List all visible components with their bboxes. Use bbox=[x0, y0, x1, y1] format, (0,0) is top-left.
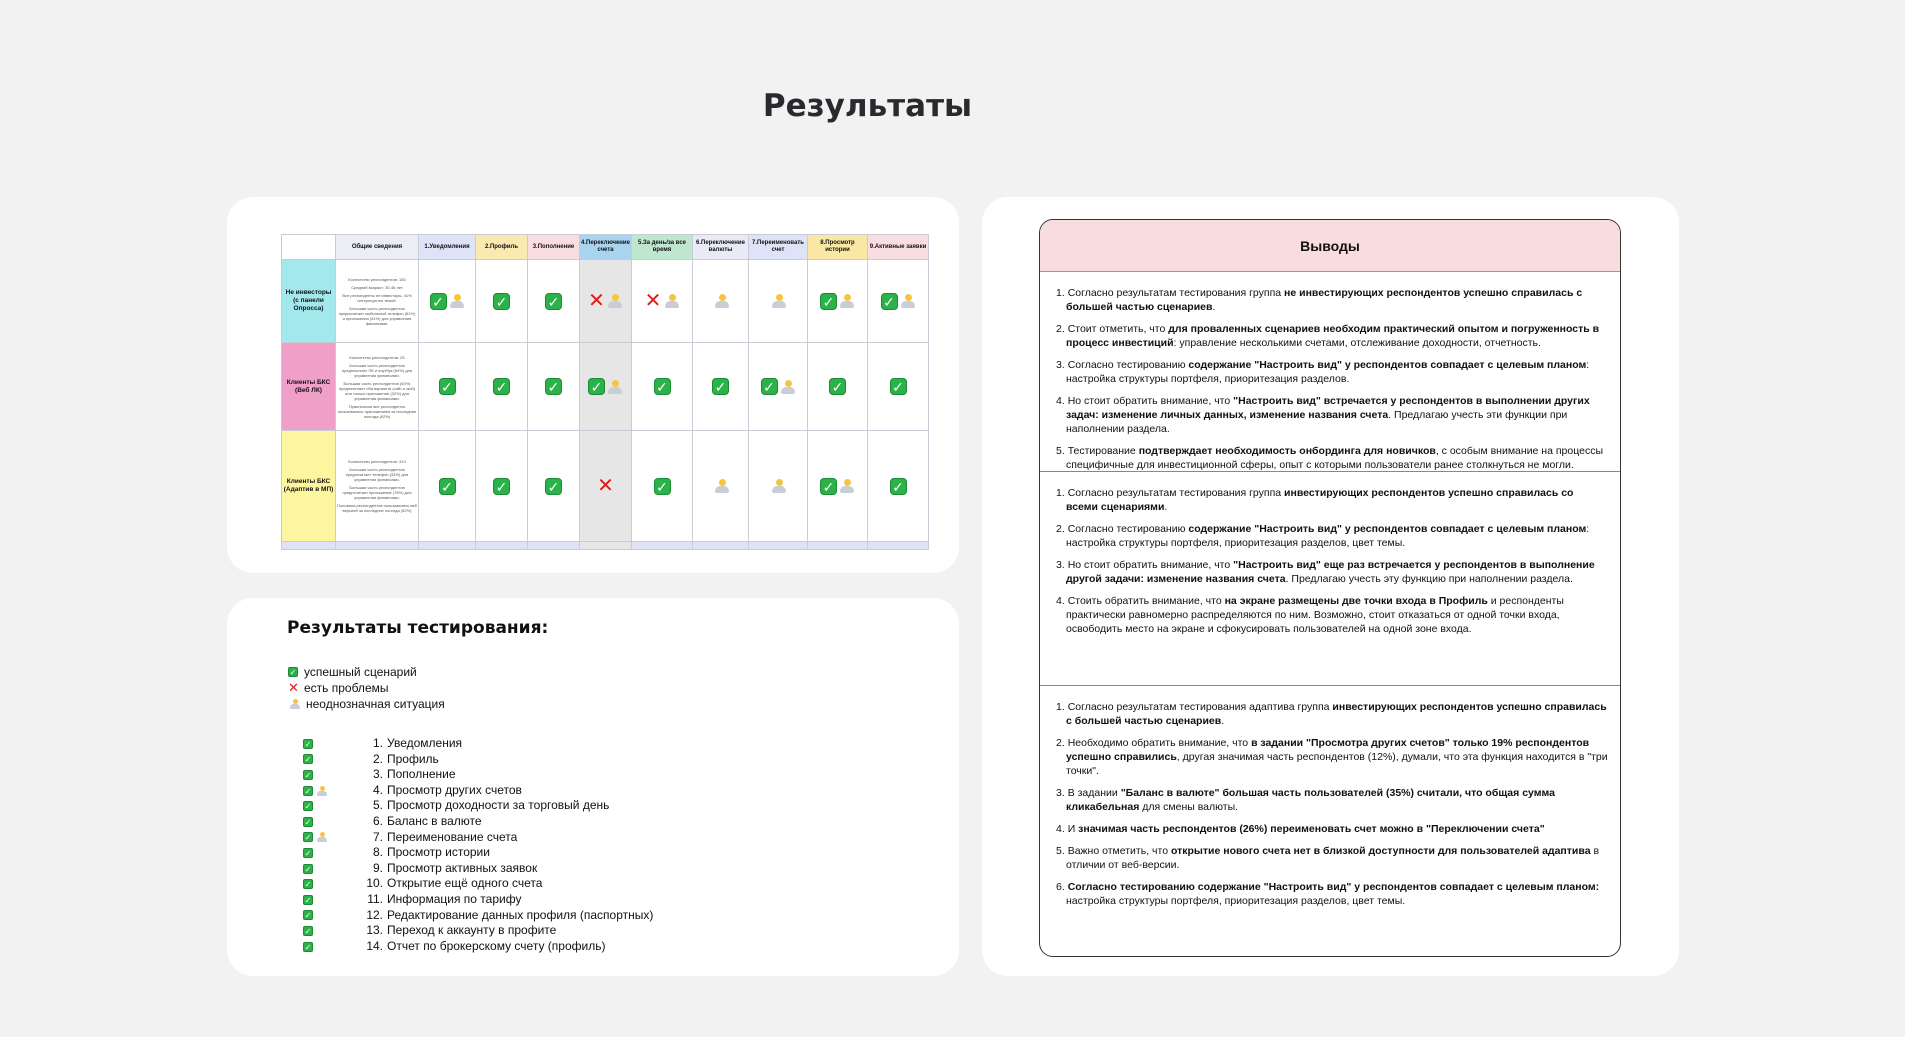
check-icon: ✓ bbox=[304, 802, 312, 812]
conclusion-item bbox=[1052, 822, 1608, 836]
check-icon: ✓ bbox=[493, 478, 510, 495]
scenario-label: Уведомления bbox=[387, 736, 463, 750]
conclusion-emphasis: инвестирующих респондентов успешно справилась со всеми сценариями bbox=[1066, 487, 1574, 513]
conclusions-section bbox=[1040, 686, 1620, 918]
check-icon: ✓ bbox=[304, 833, 312, 843]
cross-icon: ✕ bbox=[644, 289, 662, 312]
scenario-label: Открытие ещё одного счета bbox=[387, 876, 543, 891]
conclusion-item bbox=[1052, 736, 1608, 778]
check-icon: ✓ bbox=[439, 378, 456, 395]
info-line: Большая часть респондентов (40%) предпочитают оба варианта (сайт и моб) или только приложение (32%) для управления финансами. bbox=[338, 380, 416, 401]
scenario-item bbox=[303, 923, 653, 939]
status-cell bbox=[808, 260, 868, 343]
status-cell bbox=[632, 343, 693, 431]
conclusion-item bbox=[1052, 558, 1608, 586]
status-cell bbox=[693, 431, 749, 542]
conclusion-text: , с особым внимание на процессы специфичные для инвестиционной сферы, опыт с которыми пользователи ранее столкнуться не могли. bbox=[1066, 445, 1604, 471]
status-cell bbox=[419, 260, 476, 343]
scenario-item bbox=[303, 767, 653, 783]
conclusions-title: Выводы bbox=[1040, 220, 1620, 272]
conclusion-item bbox=[1052, 486, 1608, 514]
conclusion-number: 3. bbox=[1056, 787, 1068, 799]
legend-item bbox=[288, 680, 445, 696]
column-header: 8.Просмотр истории bbox=[808, 235, 868, 260]
info-line: Все респонденты не инвесторы, 41% интересуются темой. bbox=[342, 292, 412, 303]
conclusion-text: Стоит отметить, что bbox=[1067, 323, 1169, 335]
conclusion-text: для смены валюты. bbox=[1139, 801, 1239, 813]
legend-label: неоднозначная ситуация bbox=[306, 697, 445, 711]
scenario-item bbox=[303, 939, 653, 955]
legend bbox=[288, 664, 445, 712]
scenario-status bbox=[303, 770, 337, 780]
footer-cell bbox=[528, 542, 580, 550]
check-icon: ✓ bbox=[304, 911, 312, 921]
column-header: 6.Переключение валюты bbox=[693, 235, 749, 260]
status-cell bbox=[419, 431, 476, 542]
status-cell bbox=[476, 431, 528, 542]
scenario-number: 1. bbox=[372, 736, 383, 750]
check-icon: ✓ bbox=[304, 895, 312, 905]
scenario-item bbox=[303, 892, 653, 908]
status-cell bbox=[528, 343, 580, 431]
info-line: Большая часть респондентов предпочитает ПК и ноутбук (64%) для управления финансами. bbox=[341, 362, 413, 378]
scenario-label: Переход к аккаунту в профите bbox=[387, 923, 557, 938]
row-general-info bbox=[336, 431, 419, 542]
scenario-status bbox=[303, 848, 337, 858]
row-general-info bbox=[336, 260, 419, 343]
scenario-status bbox=[303, 910, 337, 920]
check-icon: ✓ bbox=[654, 378, 671, 395]
scenario-item bbox=[303, 736, 653, 752]
status-cell bbox=[419, 343, 476, 431]
info-line: Количество респондентов: 150 bbox=[348, 276, 406, 282]
conclusions-card bbox=[982, 197, 1679, 976]
scenario-label: Редактирование данных профиля (паспортных) bbox=[387, 907, 654, 922]
conclusion-emphasis: в задании "Просмотра других счетов" только 19% респондентов успешно справились bbox=[1066, 737, 1590, 763]
scenario-status bbox=[303, 879, 337, 889]
scenario-number: 5. bbox=[372, 798, 383, 813]
check-icon: ✓ bbox=[304, 755, 312, 765]
scenario-item bbox=[303, 783, 653, 799]
conclusion-text: В задании bbox=[1067, 787, 1121, 799]
cross-icon: ✕ bbox=[597, 474, 614, 497]
check-icon: ✓ bbox=[545, 478, 562, 495]
status-cell bbox=[749, 431, 808, 542]
scenario-item bbox=[303, 908, 653, 924]
status-cell bbox=[868, 431, 929, 542]
conclusion-text: Тестирование bbox=[1067, 445, 1139, 457]
conclusion-text: . bbox=[1212, 301, 1216, 313]
conclusion-emphasis: открытие нового счета нет в близкой доступности для пользователей адаптива bbox=[1170, 845, 1591, 857]
scenario-status bbox=[303, 926, 337, 936]
cross-icon: ✕ bbox=[588, 289, 605, 312]
scenario-item bbox=[303, 798, 653, 814]
status-cell bbox=[476, 343, 528, 431]
scenario-item bbox=[303, 830, 653, 846]
scenario-item bbox=[303, 814, 653, 830]
footer-cell bbox=[476, 542, 528, 550]
conclusion-item bbox=[1052, 394, 1608, 436]
conclusion-text: . Предлагаю учесть эти функции при наполнении раздела. bbox=[1066, 409, 1568, 435]
info-line: Большая часть респондентов предпочитает мобильный телефон (51%) и приложения (41%) для управления финансами. bbox=[338, 305, 416, 326]
shrug-icon bbox=[771, 293, 787, 309]
table-row bbox=[282, 260, 929, 343]
scenario-status bbox=[303, 832, 337, 842]
scenario-number: 14. bbox=[366, 938, 383, 953]
conclusion-text: : настройка структуры портфеля, приоритезация разделов, цвет темы. bbox=[1066, 523, 1590, 549]
check-icon: ✓ bbox=[304, 786, 312, 796]
scenario-number: 6. bbox=[372, 813, 383, 828]
scenario-item bbox=[303, 752, 653, 768]
scenario-status bbox=[303, 817, 337, 827]
conclusions-box bbox=[1039, 219, 1621, 957]
scenario-number: 4. bbox=[372, 782, 383, 797]
column-header: 4.Переключение счета bbox=[580, 235, 632, 260]
shrug-icon bbox=[449, 293, 465, 309]
scenario-item bbox=[303, 876, 653, 892]
scenario-label: Информация по тарифу bbox=[387, 891, 522, 906]
shrug-icon bbox=[839, 478, 855, 494]
conclusion-text: Но стоит обратить внимание, что bbox=[1067, 559, 1234, 571]
check-icon: ✓ bbox=[829, 378, 846, 395]
column-header: Общие сведения bbox=[336, 235, 419, 260]
conclusion-item bbox=[1052, 880, 1608, 908]
conclusion-item bbox=[1052, 594, 1608, 636]
cross-icon: ✕ bbox=[288, 680, 299, 695]
check-icon: ✓ bbox=[304, 817, 312, 827]
test-results-card bbox=[227, 598, 959, 976]
table-row bbox=[282, 431, 929, 542]
check-icon: ✓ bbox=[289, 668, 297, 677]
scenario-label: Профиль bbox=[387, 751, 439, 766]
conclusion-item bbox=[1052, 786, 1608, 814]
check-icon: ✓ bbox=[545, 293, 562, 310]
scenario-number: 7. bbox=[372, 829, 383, 844]
conclusions-list bbox=[1052, 700, 1608, 908]
conclusion-text: И bbox=[1067, 823, 1079, 835]
check-icon: ✓ bbox=[820, 293, 837, 310]
conclusion-text: Но стоит обратить внимание, что bbox=[1067, 395, 1234, 407]
scenario-status bbox=[303, 739, 337, 749]
scenario-label: Просмотр истории bbox=[387, 845, 490, 860]
conclusion-item bbox=[1052, 358, 1608, 386]
footer-cell bbox=[808, 542, 868, 550]
scenario-number: 8. bbox=[372, 845, 383, 860]
row-label: Клиенты БКС (Адаптив в МП) bbox=[282, 431, 336, 542]
status-cell bbox=[580, 431, 632, 542]
check-icon: ✓ bbox=[588, 378, 605, 395]
conclusion-number: 4. bbox=[1056, 595, 1068, 607]
check-icon: ✓ bbox=[881, 293, 898, 310]
scenario-status bbox=[303, 786, 337, 796]
table-footer-row bbox=[282, 542, 929, 550]
conclusion-emphasis: на экране размещены две точки входа в Профиль bbox=[1224, 595, 1488, 607]
conclusion-item bbox=[1052, 322, 1608, 350]
conclusion-number: 5. bbox=[1056, 845, 1068, 857]
column-header: 7.Переименовать счет bbox=[749, 235, 808, 260]
check-icon: ✓ bbox=[654, 478, 671, 495]
conclusion-item bbox=[1052, 286, 1608, 314]
status-cell bbox=[528, 431, 580, 542]
info-line: Большая часть респондентов предпочитает приложение (76%) для управления финансами. bbox=[342, 485, 412, 500]
conclusion-text: в отличии от веб-версии. bbox=[1066, 845, 1600, 871]
info-line: Большая часть респондентов предпочитает телефон (33%) для управления финансами. bbox=[345, 467, 409, 482]
legend-item bbox=[288, 664, 445, 680]
footer-cell bbox=[580, 542, 632, 550]
shrug-icon bbox=[317, 832, 327, 842]
status-cell bbox=[868, 260, 929, 343]
legend-item bbox=[288, 696, 445, 712]
scenario-number: 2. bbox=[372, 751, 383, 766]
scenario-label: Отчет по брокерскому счету (профиль) bbox=[387, 938, 606, 953]
footer-cell bbox=[749, 542, 808, 550]
scenario-status bbox=[303, 754, 337, 764]
column-header: 5.За день/за все время bbox=[632, 235, 693, 260]
check-icon: ✓ bbox=[493, 378, 510, 395]
status-cell bbox=[749, 260, 808, 343]
conclusion-item bbox=[1052, 522, 1608, 550]
footer-cell bbox=[693, 542, 749, 550]
conclusion-text: Важно отметить, что bbox=[1067, 845, 1171, 857]
check-icon: ✓ bbox=[430, 293, 447, 310]
check-icon: ✓ bbox=[890, 378, 907, 395]
conclusion-text: . Предлагаю учесть эту функцию при наполнении раздела. bbox=[1285, 573, 1573, 585]
conclusion-emphasis: содержание "Настроить вид" у респондентов совпадает с целевым планом bbox=[1188, 359, 1587, 371]
scenario-number: 3. bbox=[372, 767, 383, 782]
shrug-icon bbox=[780, 379, 796, 395]
conclusion-emphasis: "Настроить вид" еще раз встречается у респондентов в выполнение другой задачи: изменение названия счета bbox=[1066, 559, 1595, 585]
check-icon: ✓ bbox=[304, 864, 312, 874]
scenario-item bbox=[303, 845, 653, 861]
check-icon: ✓ bbox=[439, 478, 456, 495]
conclusion-text: . bbox=[1164, 501, 1168, 513]
scenario-label: Пополнение bbox=[387, 767, 456, 782]
check-icon: ✓ bbox=[712, 378, 729, 395]
check-icon: ✓ bbox=[304, 880, 312, 890]
conclusion-emphasis: подтверждает необходимость онбординга для новичков bbox=[1138, 445, 1436, 457]
conclusion-number: 6. bbox=[1056, 881, 1068, 893]
conclusion-text: настройка структуры портфеля, приоритезация разделов, цвет темы. bbox=[1066, 895, 1406, 907]
conclusion-number: 2. bbox=[1056, 323, 1068, 335]
status-cell bbox=[808, 343, 868, 431]
scenario-list bbox=[303, 736, 653, 954]
scenario-number: 12. bbox=[366, 907, 383, 922]
conclusion-text: Согласно результатам тестирования адаптива группа bbox=[1067, 701, 1333, 713]
page-title: Результаты bbox=[762, 88, 973, 124]
column-header: 2.Профиль bbox=[476, 235, 528, 260]
conclusion-text: Согласно тестированию bbox=[1067, 359, 1189, 371]
shrug-icon bbox=[664, 293, 680, 309]
conclusion-number: 1. bbox=[1056, 487, 1068, 499]
check-icon: ✓ bbox=[304, 926, 312, 936]
scenario-label: Переименование счета bbox=[387, 829, 518, 844]
check-icon: ✓ bbox=[761, 378, 778, 395]
status-cell bbox=[580, 343, 632, 431]
conclusions-section bbox=[1040, 272, 1620, 472]
check-icon: ✓ bbox=[304, 739, 312, 749]
scenario-status bbox=[303, 895, 337, 905]
status-cell bbox=[868, 343, 929, 431]
conclusion-text: . bbox=[1221, 715, 1225, 727]
conclusions-list bbox=[1052, 486, 1608, 636]
check-icon: ✓ bbox=[545, 378, 562, 395]
conclusion-text: Необходимо обратить внимание, что bbox=[1067, 737, 1252, 749]
status-cell bbox=[528, 260, 580, 343]
shrug-icon bbox=[290, 699, 300, 709]
column-header: 3.Пополнение bbox=[528, 235, 580, 260]
info-line: Количество респондентов: 25 bbox=[349, 354, 405, 360]
status-cell bbox=[632, 431, 693, 542]
column-header: 9.Активные заявки bbox=[868, 235, 929, 260]
conclusion-emphasis: не инвестирующих респондентов успешно справилась с большей частью сценариев bbox=[1066, 287, 1583, 313]
shrug-icon bbox=[607, 379, 623, 395]
conclusion-number: 4. bbox=[1056, 395, 1068, 407]
results-table-card bbox=[227, 197, 959, 573]
status-cell bbox=[693, 343, 749, 431]
check-icon: ✓ bbox=[820, 478, 837, 495]
check-icon: ✓ bbox=[304, 848, 312, 858]
scenario-status bbox=[303, 942, 337, 952]
column-header bbox=[282, 235, 336, 260]
table-row bbox=[282, 343, 929, 431]
row-label: Не инвесторы (с панели Опросса) bbox=[282, 260, 336, 343]
conclusion-emphasis: "Настроить вид" встречается у респондентов в выполнении других задач: изменение личных данных, изменение названия счета bbox=[1066, 395, 1590, 421]
scenario-status bbox=[303, 801, 337, 811]
shrug-icon bbox=[317, 786, 327, 796]
scenario-number: 10. bbox=[366, 876, 383, 891]
conclusion-number: 4. bbox=[1056, 823, 1068, 835]
conclusion-item bbox=[1052, 444, 1608, 472]
footer-cell bbox=[632, 542, 693, 550]
scenario-number: 11. bbox=[367, 891, 383, 906]
status-cell bbox=[808, 431, 868, 542]
info-line: Средний возраст: 30-45 лет bbox=[351, 284, 403, 290]
conclusion-text: : управление несколькими счетами, отслеживание доходности, отчетность. bbox=[1173, 337, 1541, 349]
scenario-label: Просмотр других счетов bbox=[387, 782, 522, 797]
status-cell bbox=[749, 343, 808, 431]
conclusion-emphasis: значимая часть респондентов (26%) переименовать счет можно в "Переключении счета" bbox=[1078, 823, 1545, 835]
legend-label: есть проблемы bbox=[304, 681, 389, 695]
conclusion-number: 1. bbox=[1056, 287, 1068, 299]
footer-cell bbox=[868, 542, 929, 550]
conclusion-item bbox=[1052, 844, 1608, 872]
status-cell bbox=[580, 260, 632, 343]
shrug-icon bbox=[900, 293, 916, 309]
scenario-item bbox=[303, 861, 653, 877]
info-line: Количество респондентов: 310 bbox=[348, 459, 406, 464]
conclusions-list bbox=[1052, 286, 1608, 472]
status-cell bbox=[632, 260, 693, 343]
status-cell bbox=[693, 260, 749, 343]
scenario-status bbox=[303, 864, 337, 874]
scenario-number: 9. bbox=[372, 860, 383, 875]
scenario-number: 13. bbox=[366, 923, 383, 938]
check-icon: ✓ bbox=[493, 293, 510, 310]
scenario-label: Баланс в валюте bbox=[387, 813, 482, 828]
results-matrix-table bbox=[281, 234, 929, 550]
conclusion-text: Согласно результатам тестирования группа bbox=[1067, 487, 1285, 499]
shrug-icon bbox=[714, 293, 730, 309]
check-icon: ✓ bbox=[890, 478, 907, 495]
shrug-icon bbox=[607, 293, 623, 309]
column-header: 1.Уведомления bbox=[419, 235, 476, 260]
conclusion-number: 2. bbox=[1056, 737, 1068, 749]
status-cell bbox=[476, 260, 528, 343]
shrug-icon bbox=[714, 478, 730, 494]
info-line: Практически все респонденты пользовались приложением за последние полгода (92%) bbox=[337, 403, 417, 419]
info-line: Половина респондентов пользовались веб версией за последние полгода (52%) bbox=[337, 503, 417, 513]
conclusion-emphasis: инвестирующих респондентов успешно справилась с большей частью сценариев bbox=[1066, 701, 1607, 727]
footer-cell bbox=[419, 542, 476, 550]
conclusion-emphasis: для проваленных сценариев необходим практический опытом и погруженность в процесс инвестиций bbox=[1066, 323, 1600, 349]
check-icon: ✓ bbox=[304, 942, 312, 952]
conclusion-text: : настройка структуры портфеля, приоритезация разделов. bbox=[1066, 359, 1590, 385]
conclusion-item bbox=[1052, 700, 1608, 728]
conclusion-text: Согласно тестированию bbox=[1067, 523, 1189, 535]
conclusion-number: 3. bbox=[1056, 359, 1068, 371]
conclusion-emphasis: содержание "Настроить вид" у респондентов совпадает с целевым планом bbox=[1188, 523, 1587, 535]
conclusion-number: 3. bbox=[1056, 559, 1068, 571]
test-results-title: Результаты тестирования: bbox=[287, 618, 549, 638]
row-general-info bbox=[336, 343, 419, 431]
conclusion-emphasis: "Баланс в валюте" большая часть пользователей (35%) считали, что общая сумма кликабельная bbox=[1066, 787, 1555, 813]
check-icon: ✓ bbox=[304, 770, 312, 780]
conclusion-emphasis: Согласно тестированию содержание "Настроить вид" у респондентов совпадает с целевым планом: bbox=[1067, 881, 1600, 893]
conclusion-text: Согласно результатам тестирования группа bbox=[1067, 287, 1285, 299]
scenario-label: Просмотр активных заявок bbox=[387, 860, 538, 875]
conclusion-text: Стоить обратить внимание, что bbox=[1067, 595, 1225, 607]
shrug-icon bbox=[771, 478, 787, 494]
conclusions-section bbox=[1040, 472, 1620, 686]
conclusion-text: , другая значимая часть респондентов (12%), думали, что эта функция находится в "три точки". bbox=[1066, 751, 1608, 777]
conclusion-text: и респонденты практически равномерно распределяются по ним. Возможно, стоит отказаться от одной точки входа, освободить место на экране и сфокусировать пользователей на одной зоне входа. bbox=[1066, 595, 1564, 635]
table-header-row bbox=[282, 235, 929, 260]
conclusion-number: 5. bbox=[1056, 445, 1068, 457]
row-label: Клиенты БКС (Веб ЛК) bbox=[282, 343, 336, 431]
conclusion-number: 2. bbox=[1056, 523, 1068, 535]
footer-cell bbox=[282, 542, 336, 550]
conclusion-number: 1. bbox=[1056, 701, 1068, 713]
footer-cell bbox=[336, 542, 419, 550]
legend-label: успешный сценарий bbox=[304, 665, 417, 679]
shrug-icon bbox=[839, 293, 855, 309]
scenario-label: Просмотр доходности за торговый день bbox=[387, 798, 610, 813]
